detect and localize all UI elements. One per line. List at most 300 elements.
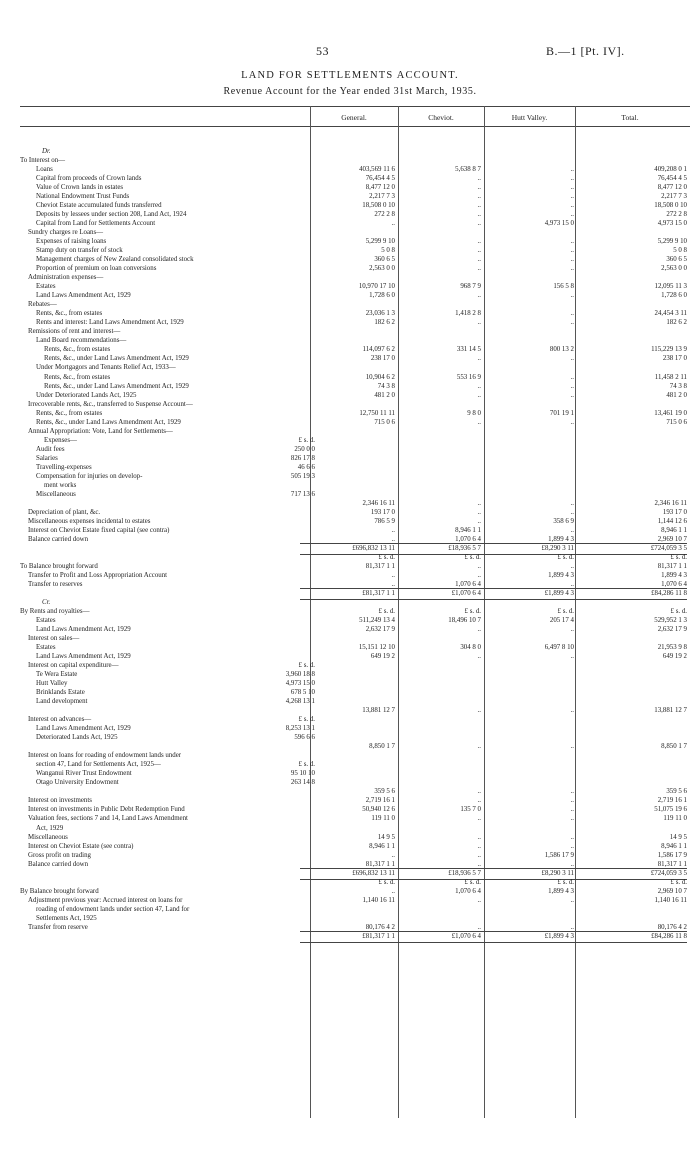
- ledger-row: [20, 706, 690, 715]
- amount-general: 1,140 16 11: [362, 896, 395, 904]
- row-label: Sundry charges re Loans—: [28, 229, 104, 237]
- amount-total: 272 2 8: [666, 211, 687, 219]
- total-rule: [300, 543, 687, 544]
- row-label: Compensation for injuries on develop-: [36, 472, 143, 480]
- amount-hutt-valley: ..: [570, 797, 574, 805]
- ledger-row: [20, 688, 690, 697]
- amount-general: 5 0 8: [381, 247, 395, 255]
- amount-hutt-valley: ..: [570, 238, 574, 246]
- amount-cheviot: ..: [477, 247, 481, 255]
- row-label: Expenses of raising loans: [36, 238, 107, 246]
- row-label: Rents, &c., under Land Laws Amendment Act, 1929: [44, 382, 189, 390]
- amount-total: 481 2 0: [666, 391, 687, 399]
- amount-hutt-valley: ..: [570, 815, 574, 823]
- row-label: Under Mortgagors and Tenants Relief Act, 1933—: [36, 364, 176, 372]
- total-rule: [300, 931, 687, 932]
- amount-total: 2,719 16 1: [657, 797, 687, 805]
- amount-hutt-valley: ..: [570, 833, 574, 841]
- row-label: By Balance brought forward: [20, 887, 99, 895]
- amount-general: 649 19 2: [370, 653, 395, 661]
- ledger-row: [20, 661, 690, 670]
- sub-amount: 8,253 13 1: [285, 725, 315, 733]
- sub-amount: 717 13 6: [290, 490, 315, 498]
- total-row: [20, 544, 690, 553]
- amount-total: 2,969 10 7: [657, 887, 687, 895]
- amount-total: 76,454 4 5: [657, 175, 687, 183]
- amount-hutt-valley: 4,973 15 0: [544, 220, 574, 228]
- column-header-total: Total.: [621, 113, 639, 122]
- amount-general: ..: [391, 851, 395, 859]
- ledger-row: [20, 697, 690, 706]
- amount-cheviot: 553 16 9: [456, 373, 481, 381]
- ledger-row: [20, 887, 690, 896]
- amount-general: 2,719 16 1: [365, 797, 395, 805]
- row-label: roading of endowment lands under section 47, Land for: [36, 905, 190, 913]
- amount-general: 10,904 6 2: [365, 373, 395, 381]
- ledger-row: [20, 787, 690, 796]
- amount-general: 12,750 11 11: [359, 409, 395, 417]
- sub-amount: 3,960 18 8: [285, 671, 315, 679]
- amount-general: £696,832 13 11: [352, 544, 395, 552]
- sub-amount: £ s. d.: [298, 436, 315, 444]
- amount-total: £84,286 11 8: [651, 589, 687, 597]
- row-label: Gross profit on trading: [28, 851, 91, 859]
- ledger-row: [20, 373, 690, 382]
- amount-general: 81,317 1 1: [365, 562, 395, 570]
- row-label: Cheviot Estate accumulated funds transferred: [36, 202, 162, 210]
- row-label: Land Board recommendations—: [36, 337, 127, 345]
- row-label: Interest on capital expenditure—: [28, 662, 119, 670]
- row-label: Miscellaneous: [36, 490, 76, 498]
- row-label: Act, 1929: [36, 824, 64, 832]
- row-label: Adjustment previous year: Accrued interest on loans for: [28, 896, 183, 904]
- row-label: Transfer from reserve: [28, 923, 88, 931]
- ledger-row: [20, 724, 690, 733]
- sub-amount: 250 0 0: [294, 445, 315, 453]
- amount-general: 2,217 7 3: [369, 193, 395, 201]
- row-label: Balance carried down: [28, 535, 89, 543]
- amount-general: ..: [391, 571, 395, 579]
- ledger-row: [20, 616, 690, 625]
- amount-hutt-valley: ..: [570, 265, 574, 273]
- amount-general: 80,176 4 2: [365, 923, 395, 931]
- amount-general: 360 6 5: [374, 256, 395, 264]
- total-row: [20, 869, 690, 878]
- amount-general: 2,563 0 0: [369, 265, 395, 273]
- amount-total: £84,286 11 8: [651, 932, 687, 940]
- row-label: Interest on loans for roading of endowment lands under: [28, 752, 182, 760]
- amount-hutt-valley: 205 17 4: [549, 617, 574, 625]
- ledger-row: [20, 228, 690, 237]
- amount-cheviot: 9 8 0: [467, 409, 481, 417]
- ledger-row: [20, 679, 690, 688]
- row-label: To Balance brought forward: [20, 562, 98, 570]
- ledger-row: [20, 445, 690, 454]
- amount-cheviot: £ s. d.: [464, 878, 481, 886]
- document-reference: B.—1 [Pt. IV].: [546, 44, 625, 58]
- amount-total: 14 9 5: [669, 833, 687, 841]
- sub-amount: 4,268 13 1: [285, 698, 315, 706]
- ledger-row: [20, 454, 690, 463]
- ledger-row: [20, 327, 690, 336]
- total-rule: [300, 942, 687, 943]
- amount-general: £81,317 1 1: [362, 589, 395, 597]
- amount-total: 359 5 6: [666, 788, 687, 796]
- row-label: Rents, &c., from estates: [36, 310, 103, 318]
- ledger-row: [20, 300, 690, 309]
- amount-general: 119 11 0: [371, 815, 395, 823]
- amount-total: 5,299 9 10: [657, 238, 687, 246]
- amount-cheviot: 5,638 8 7: [455, 166, 481, 174]
- row-label: Irrecoverable rents, &c., transferred to Suspense Account—: [28, 400, 193, 408]
- amount-total: 1,140 16 11: [654, 896, 687, 904]
- row-label: Transfer to Profit and Loss Appropriation Account: [28, 571, 168, 579]
- ledger-row: [20, 670, 690, 679]
- amount-hutt-valley: £ s. d.: [557, 553, 574, 561]
- amount-general: 8,477 12 0: [365, 184, 395, 192]
- amount-general: ..: [391, 526, 395, 534]
- column-header-general: General.: [341, 113, 367, 122]
- row-label: Rents, &c., from estates: [44, 346, 111, 354]
- amount-total: 5 0 8: [673, 247, 687, 255]
- sub-amount: 826 17 8: [290, 454, 315, 462]
- amount-total: 715 0 6: [666, 418, 687, 426]
- row-label: Capital from Land for Settlements Account: [36, 220, 156, 228]
- ledger-row: [20, 237, 690, 246]
- ledger-row: [20, 264, 690, 273]
- amount-general: £ s. d.: [378, 878, 395, 886]
- ledger-row: [20, 400, 690, 409]
- amount-cheviot: ..: [477, 193, 481, 201]
- amount-general: ..: [391, 220, 395, 228]
- ledger-row: [20, 273, 690, 282]
- amount-total: 81,317 1 1: [657, 860, 687, 868]
- amount-hutt-valley: ..: [570, 562, 574, 570]
- amount-general: 74 3 8: [377, 382, 395, 390]
- sub-amount: 263 14 8: [290, 779, 315, 787]
- amount-total: 74 3 8: [669, 382, 687, 390]
- total-rule: [300, 868, 687, 869]
- row-label: Deposits by lessees under section 208, Land Act, 1924: [36, 211, 187, 219]
- amount-hutt-valley: ..: [570, 193, 574, 201]
- amount-general: 50,940 12 6: [362, 806, 395, 814]
- amount-total: 21,953 9 8: [657, 644, 687, 652]
- amount-total: 1,728 6 0: [661, 292, 687, 300]
- amount-cheviot: £ s. d.: [464, 608, 481, 616]
- amount-hutt-valley: ..: [570, 292, 574, 300]
- amount-cheviot: ..: [477, 842, 481, 850]
- amount-hutt-valley: ..: [570, 355, 574, 363]
- amount-general: 2,632 17 9: [365, 626, 395, 634]
- amount-hutt-valley: 701 19 1: [549, 409, 574, 417]
- amount-total: 193 17 0: [662, 508, 687, 516]
- amount-cheviot: 304 8 0: [460, 644, 481, 652]
- ledger-row: [20, 481, 690, 490]
- amount-hutt-valley: 358 6 9: [553, 517, 574, 525]
- row-label: Stamp duty on transfer of stock: [36, 247, 123, 255]
- ledger-row: [20, 733, 690, 742]
- ledger-row: [20, 824, 690, 833]
- amount-total: 11,458 2 11: [654, 373, 687, 381]
- amount-cheviot: ..: [477, 175, 481, 183]
- row-label: Rents, &c., under Land Laws Amendment Act, 1929: [36, 418, 181, 426]
- amount-hutt-valley: ..: [570, 842, 574, 850]
- ledger-row: [20, 246, 690, 255]
- amount-total: 24,454 3 11: [654, 310, 687, 318]
- row-label: Otago University Endowment: [36, 779, 119, 787]
- total-row: [20, 932, 690, 941]
- amount-hutt-valley: 800 13 2: [549, 346, 574, 354]
- row-label: Loans: [36, 166, 53, 174]
- ledger-row: [20, 643, 690, 652]
- sub-amount: 596 6 6: [294, 734, 315, 742]
- row-label: Remissions of rent and interest—: [28, 328, 121, 336]
- ledger-row: [20, 174, 690, 183]
- ledger-row: [20, 192, 690, 201]
- amount-general: 272 2 8: [374, 211, 395, 219]
- amount-total: 1,586 17 9: [657, 851, 687, 859]
- amount-total: 2,346 16 11: [654, 499, 687, 507]
- ledger-row: [20, 914, 690, 923]
- amount-hutt-valley: £1,899 4 3: [544, 932, 574, 940]
- amount-general: 1,728 6 0: [369, 292, 395, 300]
- amount-cheviot: £1,070 6 4: [451, 589, 481, 597]
- amount-general: 8,946 1 1: [369, 842, 395, 850]
- amount-hutt-valley: ..: [570, 373, 574, 381]
- amount-total: 51,075 19 6: [654, 806, 687, 814]
- amount-total: £724,059 3 5: [650, 544, 687, 552]
- ledger-row: [20, 508, 690, 517]
- total-row: [20, 589, 690, 598]
- amount-total: 12,095 11 3: [654, 283, 687, 291]
- amount-cheviot: ..: [477, 418, 481, 426]
- ledger-row: [20, 896, 690, 905]
- amount-general: 786 5 9: [374, 517, 395, 525]
- amount-cheviot: £1,070 6 4: [451, 932, 481, 940]
- amount-total: 2,969 10 7: [657, 535, 687, 543]
- amount-hutt-valley: ..: [570, 175, 574, 183]
- amount-hutt-valley: ..: [570, 923, 574, 931]
- row-label: Interest on sales—: [28, 635, 80, 643]
- amount-hutt-valley: 1,899 4 3: [548, 887, 574, 895]
- sub-amount: 505 19 3: [290, 472, 315, 480]
- row-label: Administration expenses—: [28, 274, 104, 282]
- row-label: Value of Crown lands in estates: [36, 184, 124, 192]
- amount-cheviot: ..: [477, 517, 481, 525]
- ledger-row: [20, 760, 690, 769]
- amount-total: 529,952 1 3: [654, 617, 687, 625]
- amount-cheviot: ..: [477, 653, 481, 661]
- amount-general: ..: [391, 580, 395, 588]
- amount-general: 23,036 1 3: [365, 310, 395, 318]
- amount-hutt-valley: ..: [570, 743, 574, 751]
- amount-total: 8,850 1 7: [661, 743, 687, 751]
- amount-general: £696,832 13 11: [352, 869, 395, 877]
- amount-hutt-valley: ..: [570, 211, 574, 219]
- row-label: Estates: [36, 644, 56, 652]
- column-header-hutt-valley: Hutt Valley.: [511, 113, 548, 122]
- amount-general: £81,317 1 1: [362, 932, 395, 940]
- ledger-row: [20, 499, 690, 508]
- amount-cheviot: £18,936 5 7: [448, 544, 481, 552]
- amount-cheviot: ..: [477, 896, 481, 904]
- amount-cheviot: ..: [477, 499, 481, 507]
- amount-cheviot: ..: [477, 292, 481, 300]
- amount-cheviot: ..: [477, 508, 481, 516]
- amount-general: 10,970 17 10: [358, 283, 395, 291]
- row-label: Rents, &c., from estates: [36, 409, 103, 417]
- row-label: Miscellaneous: [28, 833, 68, 841]
- sub-amount: 678 5 10: [290, 689, 315, 697]
- row-label: Estates: [36, 617, 56, 625]
- amount-hutt-valley: 1,899 4 3: [548, 535, 574, 543]
- amount-cheviot: 1,070 6 4: [455, 580, 481, 588]
- amount-hutt-valley: ..: [570, 256, 574, 264]
- amount-general: 359 5 6: [374, 788, 395, 796]
- amount-general: 481 2 0: [374, 391, 395, 399]
- row-label: Miscellaneous expenses incidental to estates: [28, 517, 151, 525]
- row-label: Rents, &c., under Land Laws Amendment Act, 1929: [44, 355, 189, 363]
- ledger-row: [20, 436, 690, 445]
- row-label: Interest on Cheviot Estate fixed capital (see contra): [28, 526, 170, 534]
- ledger-row: [20, 291, 690, 300]
- ledger-row: [20, 851, 690, 860]
- ledger-row: [20, 805, 690, 814]
- amount-cheviot: £ s. d.: [464, 553, 481, 561]
- amount-cheviot: ..: [477, 571, 481, 579]
- ledger-row: [20, 363, 690, 372]
- amount-total: £ s. d.: [670, 608, 687, 616]
- amount-hutt-valley: ..: [570, 247, 574, 255]
- ledger-row: [20, 769, 690, 778]
- amount-hutt-valley: ..: [570, 626, 574, 634]
- amount-general: 81,317 1 1: [365, 860, 395, 868]
- amount-hutt-valley: ..: [570, 391, 574, 399]
- amount-total: 1,070 6 4: [661, 580, 687, 588]
- row-label: Hutt Valley: [36, 680, 68, 688]
- ledger-row: [20, 147, 690, 156]
- row-label: Interest on Cheviot Estate (see contra): [28, 842, 134, 850]
- ledger-row: [20, 751, 690, 760]
- amount-general: 2,346 16 11: [362, 499, 395, 507]
- ledger-row: [20, 634, 690, 643]
- ledger-row: [20, 607, 690, 616]
- column-header-cheviot: Cheviot.: [428, 113, 454, 122]
- ledger-row: [20, 517, 690, 526]
- amount-total: 182 6 2: [666, 319, 687, 327]
- ledger-row: [20, 345, 690, 354]
- amount-general: 403,569 11 6: [359, 166, 395, 174]
- ledger-row: [20, 778, 690, 787]
- amount-cheviot: ..: [477, 265, 481, 273]
- amount-total: £724,059 3 5: [650, 869, 687, 877]
- amount-total: 8,477 12 0: [657, 184, 687, 192]
- amount-cheviot: ..: [477, 788, 481, 796]
- ledger-row: [20, 427, 690, 436]
- row-label: Proportion of premium on loan conversions: [36, 265, 157, 273]
- amount-total: 409,208 0 1: [654, 166, 687, 174]
- sub-amount: 4,973 15 0: [285, 680, 315, 688]
- amount-cheviot: ..: [477, 707, 481, 715]
- amount-hutt-valley: ..: [570, 508, 574, 516]
- ledger-row: [20, 833, 690, 842]
- amount-cheviot: 135 7 0: [460, 806, 481, 814]
- amount-hutt-valley: ..: [570, 499, 574, 507]
- amount-hutt-valley: ..: [570, 166, 574, 174]
- amount-cheviot: 1,070 6 4: [455, 887, 481, 895]
- row-label: To Interest on—: [20, 157, 66, 165]
- ledger-row: [20, 309, 690, 318]
- amount-cheviot: ..: [477, 860, 481, 868]
- row-label: Land Laws Amendment Act, 1929: [36, 725, 131, 733]
- amount-cheviot: £18,936 5 7: [448, 869, 481, 877]
- amount-total: 1,899 4 3: [661, 571, 687, 579]
- row-label: Brinklands Estate: [36, 689, 85, 697]
- amount-general: 193 17 0: [370, 508, 395, 516]
- amount-cheviot: ..: [477, 382, 481, 390]
- amount-total: 80,176 4 2: [657, 923, 687, 931]
- row-label: Deteriorated Lands Act, 1925: [36, 734, 118, 742]
- row-label: Audit fees: [36, 445, 65, 453]
- ledger-row: [20, 183, 690, 192]
- ledger-row: [20, 472, 690, 481]
- row-label: Expenses—: [44, 436, 77, 444]
- amount-cheviot: ..: [477, 851, 481, 859]
- amount-hutt-valley: ..: [570, 896, 574, 904]
- total-rule: [300, 588, 687, 589]
- ledger-row: [20, 282, 690, 291]
- amount-hutt-valley: ..: [570, 418, 574, 426]
- row-label: Travelling-expenses: [36, 463, 92, 471]
- amount-cheviot: ..: [477, 238, 481, 246]
- amount-cheviot: 331 14 5: [456, 346, 481, 354]
- amount-total: 2,563 0 0: [661, 265, 687, 273]
- ledger-row: [20, 318, 690, 327]
- amount-cheviot: ..: [477, 220, 481, 228]
- ledger-row: [20, 219, 690, 228]
- ledger-row: [20, 409, 690, 418]
- row-label: Transfer to reserves: [28, 580, 83, 588]
- amount-total: 2,632 17 9: [657, 626, 687, 634]
- amount-total: £ s. d.: [670, 878, 687, 886]
- amount-hutt-valley: 1,899 4 3: [548, 571, 574, 579]
- ledger-row: [20, 878, 690, 887]
- amount-hutt-valley: £1,899 4 3: [544, 589, 574, 597]
- amount-cheviot: 1,070 6 4: [455, 535, 481, 543]
- amount-general: 182 6 2: [374, 319, 395, 327]
- row-label: Dr.: [42, 148, 51, 155]
- amount-cheviot: ..: [477, 211, 481, 219]
- amount-general: £ s. d.: [378, 553, 395, 561]
- amount-cheviot: 968 7 9: [460, 283, 481, 291]
- amount-hutt-valley: ..: [570, 707, 574, 715]
- sub-amount: £ s. d.: [298, 662, 315, 670]
- ledger-row: [20, 553, 690, 562]
- amount-cheviot: ..: [477, 202, 481, 210]
- row-label: section 47, Land for Settlements Act, 1925—: [36, 761, 161, 769]
- row-label: Wanganui River Trust Endowment: [36, 770, 132, 778]
- row-label: Balance carried down: [28, 860, 89, 868]
- amount-cheviot: 18,496 10 7: [448, 617, 481, 625]
- row-label: Cr.: [42, 599, 51, 606]
- amount-cheviot: ..: [477, 815, 481, 823]
- row-label: Under Deteriorated Lands Act, 1925: [36, 391, 137, 399]
- amount-hutt-valley: £ s. d.: [557, 608, 574, 616]
- amount-cheviot: 8,946 1 1: [455, 526, 481, 534]
- sub-amount: £ s. d.: [298, 716, 315, 724]
- amount-cheviot: ..: [477, 743, 481, 751]
- amount-general: 18,508 0 10: [362, 202, 395, 210]
